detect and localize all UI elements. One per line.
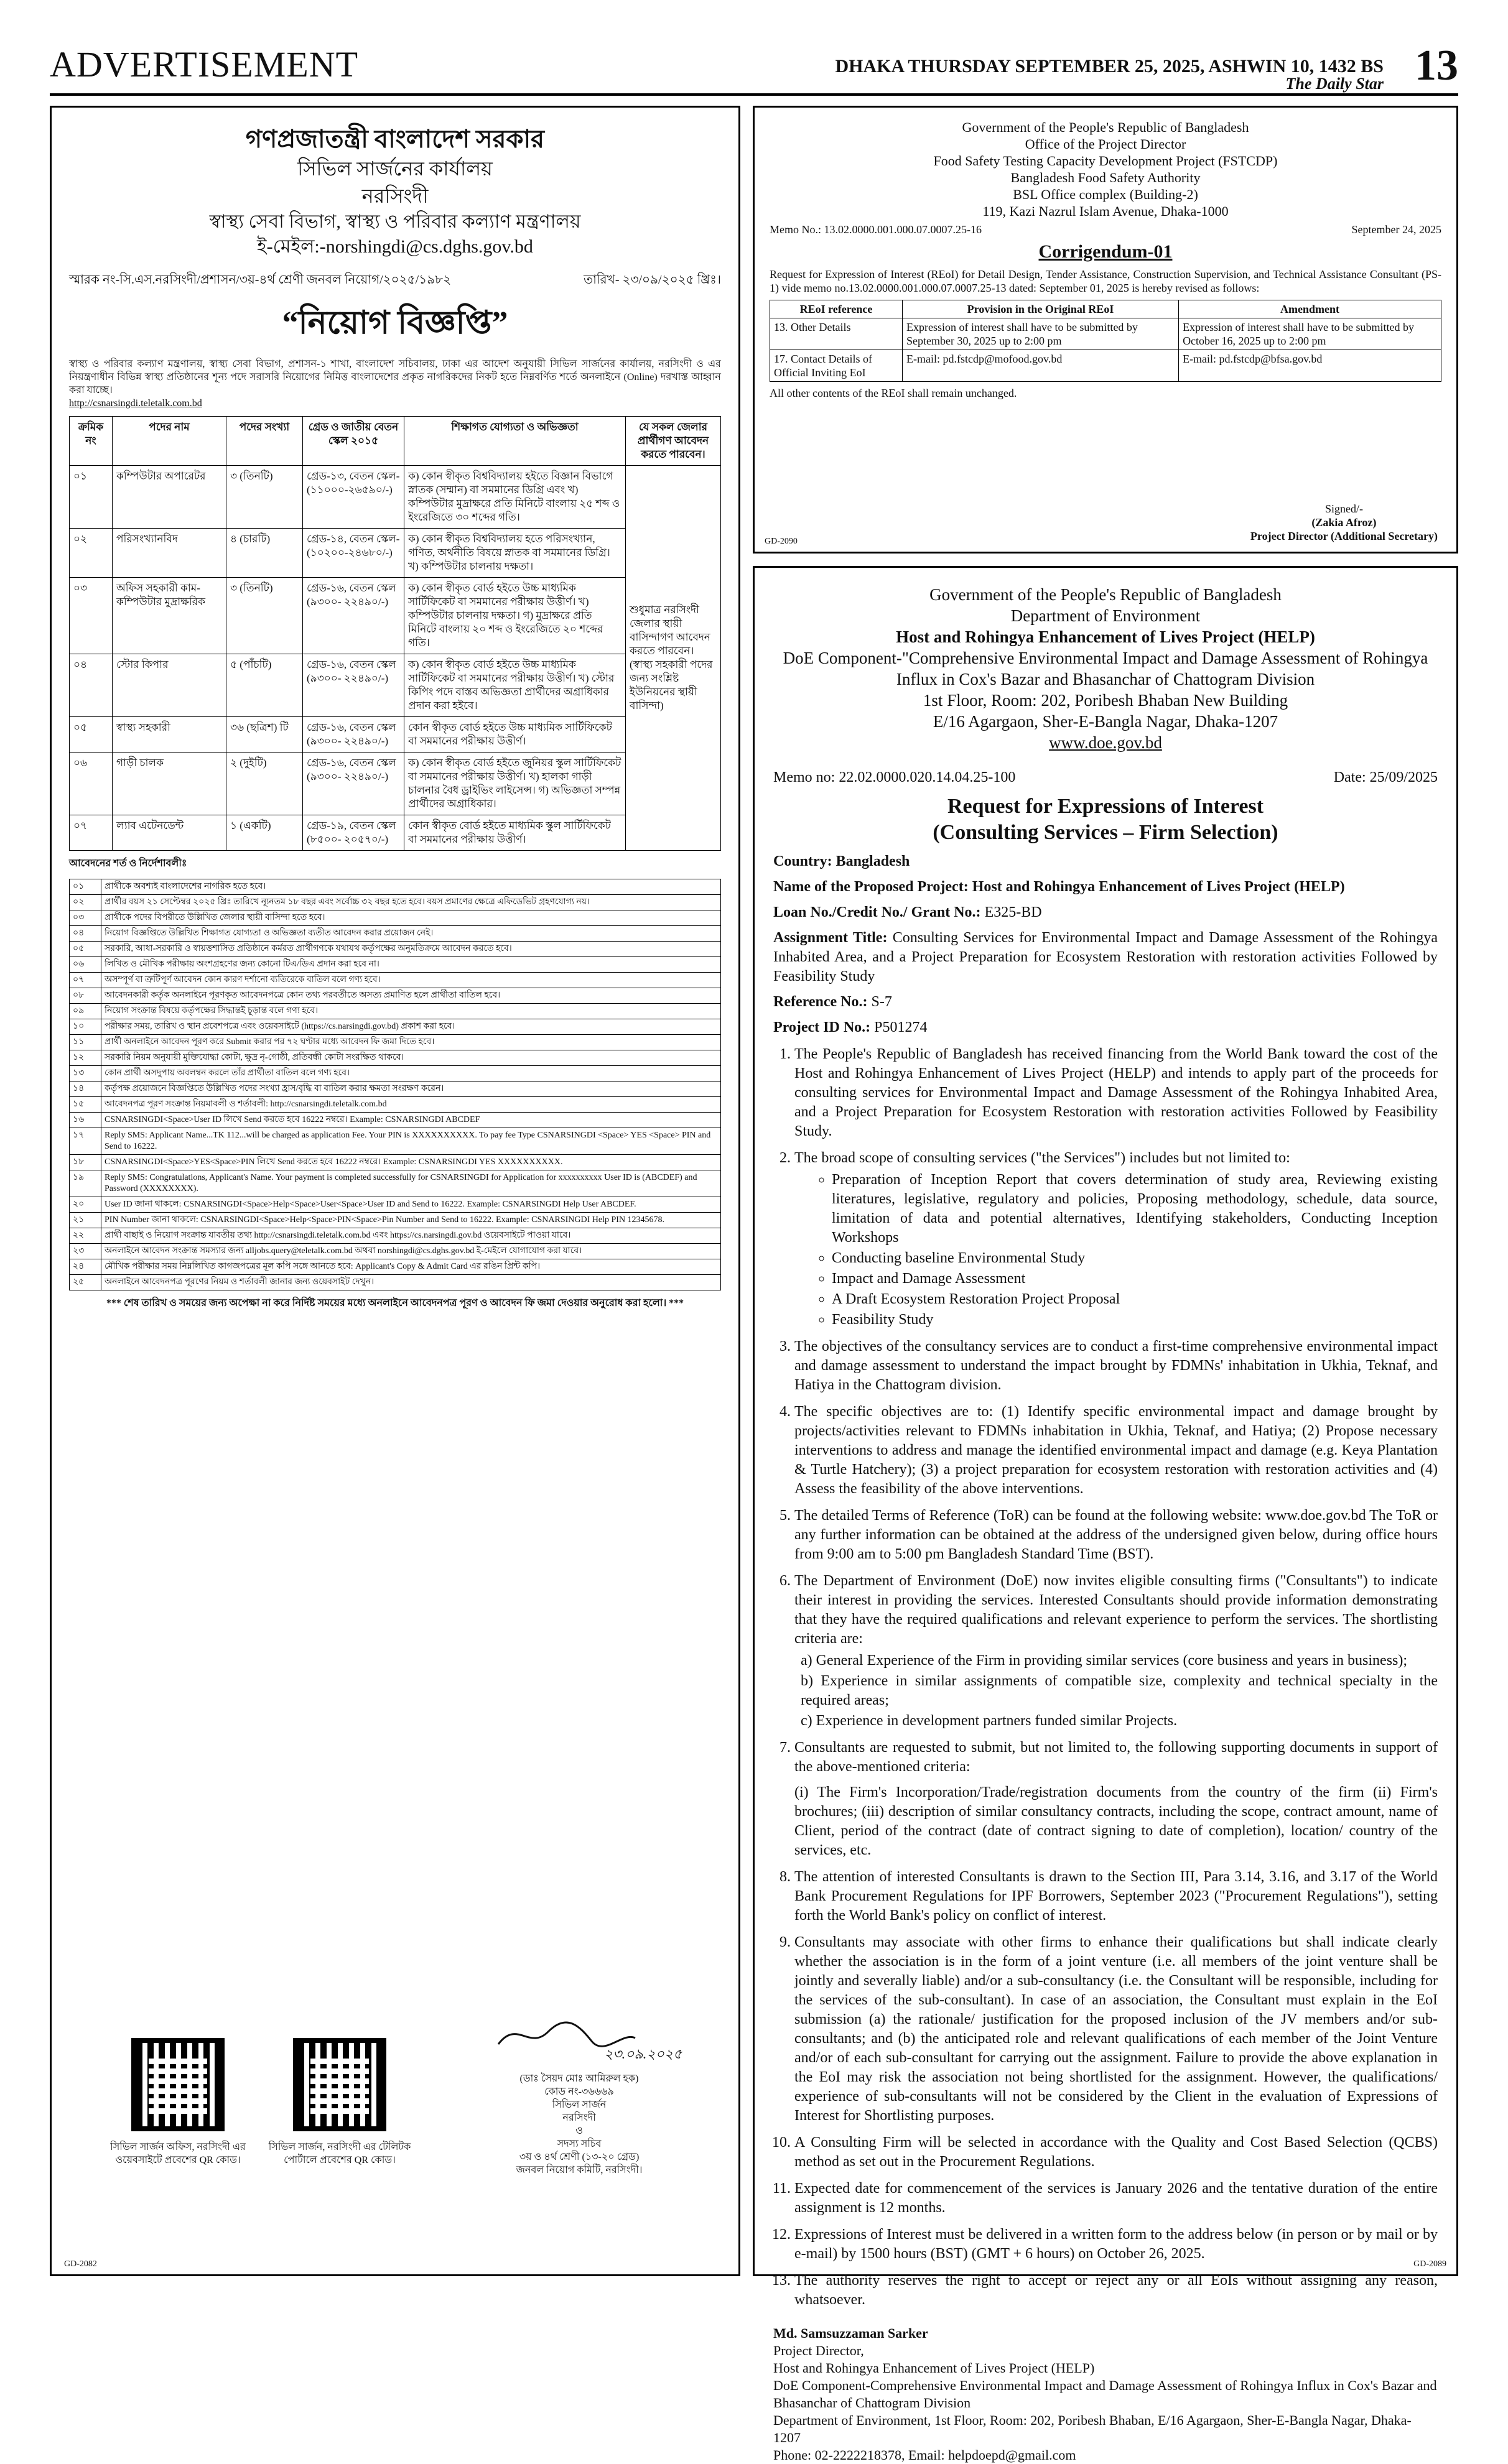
table-row bbox=[70, 973, 721, 988]
signatory-title: সিভিল সার্জন bbox=[552, 2100, 607, 2110]
job-count: ১ (একটি) bbox=[226, 815, 303, 851]
cond-text: কর্তৃপক্ষ প্রয়োজনে বিজ্ঞপ্তিতে উল্লিখিত পদের সংখ্যা হ্রাস/বৃদ্ধি বা বাতিল করার ক্ষমতা সংরক্ষণ করেন। bbox=[101, 1081, 721, 1097]
ad3-assign-value: Consulting Services for Environmental Impact and Damage Assessment of the Rohingya Inhabited Area, and a Project Preparation for Ecosystem Restoration with restoration activities Followed by Feasibility Study bbox=[773, 930, 1438, 984]
job-grade: গ্রেড-১৬, বেতন স্কেল (৯৩০০- ২২৪৯০/-) bbox=[303, 753, 404, 815]
ad3-country: Country: Bangladesh bbox=[773, 853, 910, 869]
signature-date: ২৩.০৯.২০২৫ bbox=[604, 2046, 682, 2062]
table-row bbox=[70, 466, 721, 529]
corrigendum-ad bbox=[753, 106, 1458, 553]
ad3-pid-label: Project ID No.: bbox=[773, 1019, 871, 1035]
reoi-item: 11. Expected date for commencement of the services is January 2026 and the tentative duration of the entire assignment is 12 months. bbox=[794, 2179, 1438, 2218]
cond-number: ১৯ bbox=[70, 1170, 101, 1197]
cond-text: সরকারি নিয়ম অনুযায়ী মুক্তিযোদ্ধা কোটা, ক্ষুদ্র নৃ-গোষ্ঠী, প্রতিবন্ধী কোটা সংরক্ষিত থাকবে। bbox=[101, 1050, 721, 1066]
signatory-role: সদস্য সচিব bbox=[557, 2139, 602, 2149]
job-name: পরিসংখ্যানবিদ bbox=[113, 529, 226, 578]
cond-number: ১৫ bbox=[70, 1097, 101, 1113]
table-row bbox=[70, 1035, 721, 1050]
ad2-l3: Food Safety Testing Capacity Development Project (FSTCDP) bbox=[933, 153, 1278, 169]
page-header bbox=[50, 37, 1458, 96]
job-serial: ০৪ bbox=[70, 654, 113, 717]
ad3-project: Name of the Proposed Project: Host and Rohingya Enhancement of Lives Project (HELP) bbox=[773, 879, 1345, 895]
job-name: স্টোর কিপার bbox=[113, 654, 226, 717]
ad3-website[interactable]: www.doe.gov.bd bbox=[1049, 733, 1162, 752]
reoi-item: 3. The objectives of the consultancy services are to conduct a first-time comprehensive environmental impact and damage assessment to understand the impact brought by FDMNs' inhabitation in Ukhia, Teknaf, and Hatiya in the Chattogram division. bbox=[794, 1337, 1438, 1395]
reoi-item: 8. The attention of interested Consultants is drawn to the Section III, Para 3.14, 3.16, and 3.17 of the World Bank Procurement Regulations for IPF Borrowers, September 2023 ("Procurement Regulations"), setting forth the World Bank's policy on conflict of interest. bbox=[794, 1868, 1438, 1925]
cond-number: ০৪ bbox=[70, 926, 101, 942]
ad1-intro: স্বাস্থ্য ও পরিবার কল্যাণ মন্ত্রণালয়, স্বাস্থ্য সেবা বিভাগ, প্রশাসন-১ শাখা, বাংলাদেশ সচিবালয়, ঢাকা এর আদেশ অনুযায়ী সিভিল সার্জনের কার্যালয়, নরসিংদী ও এর নিয়ন্ত্রণাধীন বিভিন্ন স্বাস্থ্য প্রতিষ্ঠানের শূন্য পদে সরাসরি নিয়োগের নিমিত্ত বাংলাদেশের প্রকৃত নাগরিকদের নিকট হতে নিম্নবর্ণিত শর্তে অনলাইনে (Online) দরখাস্ত আহ্বান করা যাচ্ছে। bbox=[69, 359, 721, 396]
page-number: 13 bbox=[1415, 42, 1458, 90]
ad3-signature bbox=[773, 2325, 1438, 2464]
ad3-s4: DoE Component-Comprehensive Environmental Impact and Damage Assessment of Rohingya Influx in Cox's Bazar and Bhasanchar of Chattogram Division bbox=[773, 2378, 1437, 2411]
cond-number: ২৫ bbox=[70, 1275, 101, 1290]
table-row bbox=[70, 1259, 721, 1275]
signatory-and: ও bbox=[575, 2126, 583, 2136]
reoi-item bbox=[794, 1572, 1438, 1731]
table-row bbox=[70, 910, 721, 926]
reoi-ad bbox=[753, 566, 1458, 2463]
cond-number: ০৬ bbox=[70, 957, 101, 973]
table-row bbox=[70, 988, 721, 1004]
ad1-code: GD-2082 bbox=[64, 2259, 97, 2269]
reoi-item-text: Consultants are requested to submit, but not limited to, the following supporting documents in support of the above-mentioned criteria: bbox=[794, 1739, 1438, 1775]
reoi-item bbox=[794, 1738, 1438, 1860]
ad2-date: September 24, 2025 bbox=[1351, 223, 1441, 236]
cond-number: ২০ bbox=[70, 1197, 101, 1213]
job-grade: গ্রেড-১৬, বেতন স্কেল (৯৩০০- ২২৪৯০/-) bbox=[303, 717, 404, 753]
reoi-item-text: The Department of Environment (DoE) now invites eligible consulting firms ("Consultants") to indicate their interest in providing the services. Interested Consultants should provide information demonstrating that they have the required qualifications and relevant experience to perform the services. The shortlisting criteria are: bbox=[794, 1573, 1438, 1647]
table-row bbox=[70, 1050, 721, 1066]
section-title: ADVERTISEMENT bbox=[50, 44, 359, 85]
ad3-pid-value: P501274 bbox=[870, 1019, 928, 1035]
ad2-signed: Signed/- bbox=[1324, 503, 1363, 515]
ad3-s3: Host and Rohingya Enhancement of Lives Project (HELP) bbox=[773, 2360, 1095, 2376]
cond-number: ১৪ bbox=[70, 1081, 101, 1097]
criteria-item: a) General Experience of the Firm in providing similar services (core business and years in business); bbox=[801, 1652, 1408, 1669]
job-grade: গ্রেড-১৪, বেতন স্কেল- (১০২০০-২৪৬৮০/-) bbox=[303, 529, 404, 578]
reoi-item: 10. A Consulting Firm will be selected in accordance with the Quality and Cost Based Selection (QCBS) method as set out in the Procurement Regulations. bbox=[794, 2133, 1438, 2172]
cond-number: ০২ bbox=[70, 895, 101, 910]
corr-cell: 17. Contact Details of Official Inviting EoI bbox=[770, 350, 903, 382]
table-row bbox=[70, 895, 721, 910]
reoi-item-docs: (i) The Firm's Incorporation/Trade/registration documents from the country of the firm (ii) Firm's brochures; (iii) description of similar consultancy contracts, including the scope, contract amount, name of Client, period of the contract (date of contract signing to date of completion), location/ country of the services, etc. bbox=[794, 1784, 1438, 1858]
cond-text: অসম্পূর্ণ বা ত্রুটিপূর্ণ আবেদন কোন কারণ দর্শানো ব্যতিরেকে বাতিল বলে গণ্য হবে। bbox=[101, 973, 721, 988]
ad3-ref-value: S-7 bbox=[867, 994, 892, 1010]
reoi-item: 9. Consultants may associate with other firms to enhance their qualifications but shall indicate clearly whether the association is in the form of a joint venture (i.e. all members of the joint venture shall be jointly and severally liable) and/or a sub-consultancy (i.e. the Consultant will be responsible, including for the services of the sub-consultant). In case of an association, the Consultant must explain in the EoI submission (a) the rationale/ justification for the proposed inclusion of the JV members and/or sub-consultants; and (b) the anticipated role and relevant qualifications of each member of the Joint Venture and/or of each sub-consultant for carrying out the assignment. Failure to provide the above explanation in the EoI may risk the association not being shortlisted for the assignment. However, the qualifications/ experience of sub-consultants will not be considered by the Client in the evaluation of Expressions of Interest for Shortlisting purposes. bbox=[794, 1933, 1438, 2126]
ad2-code: GD-2090 bbox=[765, 537, 798, 546]
scope-item: ◦ Impact and Damage Assessment bbox=[832, 1269, 1438, 1289]
job-edu: ক) কোন স্বীকৃত বোর্ড হইতে উচ্চ মাধ্যমিক সার্টিফিকেট বা সমমানের পরীক্ষায় উত্তীর্ণ। খ) স্টোর কিপিং পদে বাস্তব অভিজ্ঞতা প্রার্থীদের অগ্রাধিকার প্রদান করা হইবে। bbox=[404, 654, 626, 717]
job-edu: ক) কোন স্বীকৃত বিশ্ববিদ্যালয় হইতে বিজ্ঞান বিভাগে স্নাতক (সম্মান) বা সমমানের ডিগ্রি এবং খ) কম্পিউটার মুদ্রাক্ষরে প্রতি মিনিটে বাংলায় ২৫ শব্দ ও ইংরেজিতে ৩০ শব্দের গতি। bbox=[404, 466, 626, 529]
job-count: ২ (দুইটি) bbox=[226, 753, 303, 815]
job-serial: ০৩ bbox=[70, 578, 113, 654]
reoi-item: 1. The People's Republic of Bangladesh has received financing from the World Bank toward the cost of the Host and Rohingya Enhancement of Lives Project (HELP) and intends to apply part of the proceeds for consulting services for Environmental Impact and Damage Assessment of the Rohingya Inhabited Area, and a Project Preparation for Ecosystem Restoration with restoration activities Followed by Feasibility Study. bbox=[794, 1045, 1438, 1141]
cond-text: আবেদনপত্র পূরণ সংক্রান্ত নিয়মাবলী ও শর্তাবলী: http://csnarsingdi.teletalk.com.bd bbox=[101, 1097, 721, 1113]
corrigendum-table bbox=[770, 300, 1441, 382]
ad3-date: Date: 25/09/2025 bbox=[1333, 769, 1438, 785]
cond-text: অনলাইনে আবেদন সংক্রান্ত সমস্যার জন্য alljobs.query@teletalk.com.bd অথবা norshingdi@cs.dghs.gov.bd ই-মেইলে যোগাযোগ করা যাবে। bbox=[101, 1244, 721, 1259]
ad3-h3: Host and Rohingya Enhancement of Lives Project (HELP) bbox=[896, 628, 1315, 646]
table-row bbox=[70, 1113, 721, 1128]
job-edu: ক) কোন স্বীকৃত বোর্ড হইতে উচ্চ মাধ্যমিক সার্টিফিকেট বা সমমানের পরীক্ষায় উত্তীর্ণ। খ) কম্পিউটার চালনায় দক্ষতা। গ) মুদ্রাক্ষরে প্রতি মিনিটে বাংলায় ২০ শব্দ ও ইংরেজিতে ২০ শব্দের গতি। bbox=[404, 578, 626, 654]
ad1-memo: স্মারক নং-সি.এস.নরসিংদী/প্রশাসন/৩য়-৪র্থ শ্রেণী জনবল নিয়োগ/২০২৫/১৯৮২ bbox=[69, 273, 452, 287]
cond-text: কোন প্রার্থী অসদুপায় অবলম্বন করলে তাঁর প্রার্থীতা বাতিল বলে গণ্য হবে। bbox=[101, 1066, 721, 1081]
cond-number: ০৭ bbox=[70, 973, 101, 988]
ad3-h6: E/16 Agargaon, Sher-E-Bangla Nagar, Dhaka-1207 bbox=[933, 712, 1278, 731]
job-serial: ০২ bbox=[70, 529, 113, 578]
ad2-l6: 119, Kazi Nazrul Islam Avenue, Dhaka-1000 bbox=[982, 203, 1229, 219]
cond-number: ০৮ bbox=[70, 988, 101, 1004]
criteria-list bbox=[794, 1651, 1438, 1731]
cond-text: লিখিত ও মৌখিক পরীক্ষায় অংশগ্রহণের জন্য কোনো টিএ/ডিএ প্রদান করা হবে না। bbox=[101, 957, 721, 973]
col-district: যে সকল জেলার প্রার্থীগণ আবেদন করতে পারবেন। bbox=[626, 417, 721, 466]
table-row bbox=[70, 926, 721, 942]
job-serial: ০৭ bbox=[70, 815, 113, 851]
ad1-line1: গণপ্রজাতন্ত্রী বাংলাদেশ সরকার bbox=[245, 125, 545, 153]
cond-number: ১১ bbox=[70, 1035, 101, 1050]
ad2-signature bbox=[1250, 502, 1438, 543]
col-grade: গ্রেড ও জাতীয় বেতন স্কেল ২০১৫ bbox=[303, 417, 404, 466]
ad3-ref-row bbox=[773, 769, 1438, 786]
table-row bbox=[70, 1213, 721, 1228]
job-count: ৪ (চারটি) bbox=[226, 529, 303, 578]
qr1-caption: সিভিল সার্জন অফিস, নরসিংদী এর ওয়েবসাইটে প্রবেশের QR কোড। bbox=[110, 2142, 246, 2165]
job-count: ৩ (তিনটি) bbox=[226, 466, 303, 529]
reoi-item bbox=[794, 1149, 1438, 1330]
table-row bbox=[70, 1128, 721, 1155]
table-row bbox=[70, 753, 721, 815]
ad3-pid-row bbox=[773, 1018, 1438, 1037]
cond-text: প্রার্থী অনলাইনে আবেদন পূরণ করে Submit করার পর ৭২ ঘণ্টার মধ্যে আবেদন ফি জমা দিতে হবে। bbox=[101, 1035, 721, 1050]
ad2-l1: Government of the People's Republic of Bangladesh bbox=[962, 119, 1249, 135]
conds-title: আবেদনের শর্ত ও নির্দেশাবলীঃ bbox=[69, 858, 187, 869]
cond-number: ০১ bbox=[70, 879, 101, 895]
job-serial: ০১ bbox=[70, 466, 113, 529]
ad2-title: Corrigendum-01 bbox=[1038, 241, 1173, 262]
cond-text: আবেদনকারী কর্তৃক অনলাইনে পূরণকৃত আবেদনপত্রে কোন তথ্য পরবর্তীতে অসত্য প্রমাণিত হলে প্রার্থীতা বাতিল হবে। bbox=[101, 988, 721, 1004]
col-edu: শিক্ষাগত যোগ্যতা ও অভিজ্ঞতা bbox=[404, 417, 626, 466]
criteria-item: b) Experience in similar assignments of compatible size, complexity and technical specialty in the required areas; bbox=[801, 1673, 1438, 1708]
ad1-line3: নরসিংদী bbox=[361, 185, 429, 207]
reoi-item: 13. The authority reserves the right to accept or reject any or all EoIs without assigning any reason, whatsoever. bbox=[794, 2271, 1438, 2310]
scope-item: ◦ A Draft Ecosystem Restoration Project Proposal bbox=[832, 1290, 1438, 1309]
ad3-ref-label: Reference No.: bbox=[773, 994, 868, 1010]
cond-number: ০৩ bbox=[70, 910, 101, 926]
job-grade: গ্রেড-১৬, বেতন স্কেল (৯৩০০- ২২৪৯০/-) bbox=[303, 578, 404, 654]
ad3-code: GD-2089 bbox=[1413, 2259, 1446, 2269]
reoi-item: 5. The detailed Terms of Reference (ToR) can be found at the following website: www.doe.gov.bd The ToR or any further information can be obtained at the address of the undersigned given below, during office hours from 9:00 am to 5:00 pm Bangladesh Standard Time (BST). bbox=[794, 1506, 1438, 1564]
table-row bbox=[70, 942, 721, 957]
cond-number: ১২ bbox=[70, 1050, 101, 1066]
table-row bbox=[70, 1081, 721, 1097]
ad3-s1: Md. Samsuzzaman Sarker bbox=[773, 2325, 928, 2341]
job-districts: শুধুমাত্র নরসিংদী জেলার স্থায়ী বাসিন্দাগণ আবেদন করতে পারবেন। (স্বাস্থ্য সহকারী পদের জন্য সংশ্লিষ্ট ইউনিয়নের স্থায়ী বাসিন্দা) bbox=[626, 466, 721, 851]
ad3-h1: Government of the People's Republic of Bangladesh bbox=[929, 585, 1282, 604]
cond-text: মৌখিক পরীক্ষার সময় নিম্নলিখিত কাগজপত্রের মূল কপি সঙ্গে আনতে হবে: Applicant's Copy & Admit Card এর রঙিন প্রিন্ট কপি। bbox=[101, 1259, 721, 1275]
corr-cell: 13. Other Details bbox=[770, 318, 903, 350]
table-row bbox=[70, 1197, 721, 1213]
cond-number: ২৪ bbox=[70, 1259, 101, 1275]
table-row bbox=[70, 957, 721, 973]
recruitment-ad bbox=[50, 106, 740, 2276]
cond-text: অনলাইনে আবেদনপত্র পূরণের নিয়ম ও শর্তাবলী জানার জন্য ওয়েবসাইট দেখুন। bbox=[101, 1275, 721, 1290]
ad3-assign-label: Assignment Title: bbox=[773, 930, 888, 946]
ad3-s6: Phone: 02-2222218378, Email: helpdoepd@gmail.com bbox=[773, 2447, 1076, 2463]
cond-text: প্রার্থীকে পদের বিপরীতে উল্লিখিত জেলার স্থায়ী বাসিন্দা হতে হবে। bbox=[101, 910, 721, 926]
corr-col-amend: Amendment bbox=[1179, 300, 1441, 318]
table-row bbox=[70, 879, 721, 895]
ad3-loan-row bbox=[773, 903, 1438, 922]
table-row bbox=[770, 318, 1441, 350]
cond-text: Reply SMS: Applicant Name...TK 112...will be charged as application Fee. Your PIN is XXXXXXXXXX. To pay fee Type CSNARSINGDI <Space> YES <Space> PIN and Send to 16222. bbox=[101, 1128, 721, 1155]
job-count: ৩৬ (ছত্রিশ) টি bbox=[226, 717, 303, 753]
ad3-memo: Memo no: 22.02.0000.020.14.04.25-100 bbox=[773, 769, 1016, 785]
table-row bbox=[70, 1155, 721, 1170]
col-post: পদের নাম bbox=[113, 417, 226, 466]
ad1-title: “নিয়োগ বিজ্ঞপ্তি” bbox=[282, 305, 508, 341]
cond-text: PIN Number জানা থাকলে: CSNARSINGDI<Space>Help<Space>PIN<Space>Pin Number and Send to 16222. Example: CSNARSINGDI Help PIN 12345678. bbox=[101, 1213, 721, 1228]
table-row bbox=[70, 1066, 721, 1081]
cond-number: ২২ bbox=[70, 1228, 101, 1244]
ad2-foot: All other contents of the REoI shall remain unchanged. bbox=[770, 387, 1017, 399]
signatory-role2: ৩য় ও ৪র্থ শ্রেণী (১৩-২০ গ্রেড) bbox=[519, 2152, 640, 2162]
table-row bbox=[70, 1097, 721, 1113]
cond-text: CSNARSINGDI<Space>YES<Space>PIN লিখে Send করতে হবে 16222 নম্বরে। Example: CSNARSINGDI YES XXXXXXXXXX. bbox=[101, 1155, 721, 1170]
reoi-item: 4. The specific objectives are to: (1) Identify specific environmental impact and damage brought by projects/activities relevant to FDMNs inhabitation in Ukhia, Teknaf, and Hatiya; (2) Propose necessary interventions to address and manage the identified environmental impact and damage (e.g. Keya Plantation & Turtle Hatchery); (3) a project preparation for ecosystem restoration with restoration activities and (4) Assess the feasibility of the above interventions. bbox=[794, 1402, 1438, 1499]
cond-text: প্রার্থী বাছাই ও নিয়োগ সংক্রান্ত যাবতীয় তথ্য http://csnarsingdi.teletalk.com.bd এবং https://cs.narsingdi.gov.bd ওয়েবসাইটে পাওয়া যাবে। bbox=[101, 1228, 721, 1244]
ad2-body: Request for Expression of Interest (REoI) for Detail Design, Tender Assistance, Construction Supervision, and Technical Assistance Consultant (PS-1) vide memo no.13.02.0000.001.000.07.0007.25-13 dated: September 01, 2025 is hereby revised as follows: bbox=[770, 268, 1441, 294]
ad1-date: তারিখ- ২৩/০৯/২০২৫ খ্রিঃ। bbox=[584, 273, 721, 287]
table-row bbox=[70, 654, 721, 717]
signatory-name: (ডাঃ সৈয়দ মোঃ আমিরুল হক) bbox=[519, 2073, 639, 2084]
ad3-ref-no-row bbox=[773, 993, 1438, 1012]
ad1-closing: *** শেষ তারিখ ও সময়ের জন্য অপেক্ষা না করে নির্দিষ্ট সময়ের মধ্যে অনলাইনে আবেদনপত্র পূরণ ও আবেদন ফি জমা দেওয়ার অনুরোধ করা হলো। *** bbox=[106, 1298, 684, 1308]
job-name: ল্যাব এটেনডেন্ট bbox=[113, 815, 226, 851]
table-row bbox=[70, 578, 721, 654]
table-row bbox=[70, 1244, 721, 1259]
cond-number: ০৫ bbox=[70, 942, 101, 957]
cond-text: পরীক্ষার সময়, তারিখ ও স্থান প্রবেশপত্রে এবং ওয়েবসাইটে (https://cs.narsingdi.gov.bd) প্রকাশ করা হবে। bbox=[101, 1019, 721, 1035]
job-name: অফিস সহকারী কাম- কম্পিউটার মুদ্রাক্ষরিক bbox=[113, 578, 226, 654]
job-edu: ক) কোন স্বীকৃত বোর্ড হইতে জুনিয়র স্কুল সার্টিফিকেট বা সমমানের পরীক্ষায় উত্তীর্ণ। খ) হালকা গাড়ী চালনার বৈধ ড্রাইভিং লাইসেন্স। গ) অভিজ্ঞতা সম্পন্ন প্রার্থীদের অগ্রাধিকার। bbox=[404, 753, 626, 815]
ad1-line5: ই-মেইল:-norshingdi@cs.dghs.gov.bd bbox=[257, 236, 533, 257]
ad3-assign-row bbox=[773, 929, 1438, 986]
job-name: গাড়ী চালক bbox=[113, 753, 226, 815]
cond-number: ০৯ bbox=[70, 1004, 101, 1019]
jobs-table bbox=[69, 416, 721, 851]
corr-col-ref: REoI reference bbox=[770, 300, 903, 318]
signatory-id: কোড নং-৩৬৬৬৯ bbox=[544, 2087, 614, 2097]
ad2-ref-row bbox=[770, 223, 1441, 236]
table-row bbox=[70, 1275, 721, 1290]
ad3-h2: Department of Environment bbox=[1010, 606, 1201, 625]
table-row bbox=[70, 717, 721, 753]
scope-item: ◦ Feasibility Study bbox=[832, 1310, 1438, 1330]
col-serial: ক্রমিক নং bbox=[70, 417, 113, 466]
table-row bbox=[770, 350, 1441, 382]
ad3-title1: Request for Expressions of Interest bbox=[947, 795, 1264, 818]
job-serial: ০৬ bbox=[70, 753, 113, 815]
ad2-role: Project Director (Additional Secretary) bbox=[1250, 530, 1438, 542]
table-row bbox=[70, 1004, 721, 1019]
conditions-table bbox=[69, 879, 721, 1290]
table-row bbox=[70, 815, 721, 851]
ad3-loan-value: E325-BD bbox=[980, 904, 1042, 920]
corr-header-row bbox=[770, 300, 1441, 318]
signatory-block bbox=[467, 2072, 691, 2177]
cond-number: ১৬ bbox=[70, 1113, 101, 1128]
cond-number: ২১ bbox=[70, 1213, 101, 1228]
cond-text: User ID জানা থাকলে: CSNARSINGDI<Space>Help<Space>User<Space>User ID and Send to 16222. Example: CSNARSINGDI Help User ABCDEF. bbox=[101, 1197, 721, 1213]
corr-cell: Expression of interest shall have to be submitted by September 30, 2025 up to 2:00 pm bbox=[903, 318, 1179, 350]
col-count: পদের সংখ্যা bbox=[226, 417, 303, 466]
job-edu: ক) কোন স্বীকৃত বিশ্ববিদ্যালয় হতে পরিসংখ্যান, গণিত, অর্থনীতি বিষয়ে স্নাতক বা সমমানের ডিগ্রি। খ) কম্পিউটার চালনায় দক্ষতা। bbox=[404, 529, 626, 578]
ad2-l5: BSL Office complex (Building-2) bbox=[1013, 187, 1198, 202]
signatory-role3: জনবল নিয়োগ কমিটি, নরসিংদী। bbox=[516, 2165, 643, 2175]
table-row bbox=[70, 529, 721, 578]
cond-text: নিয়োগ সংক্রান্ত বিষয়ে কর্তৃপক্ষের সিদ্ধান্তই চূড়ান্ত বলে গণ্য হবে। bbox=[101, 1004, 721, 1019]
cond-number: ১০ bbox=[70, 1019, 101, 1035]
table-row bbox=[70, 1228, 721, 1244]
cond-number: ২৩ bbox=[70, 1244, 101, 1259]
qr-code-teletalk[interactable] bbox=[293, 2038, 386, 2131]
job-edu: কোন স্বীকৃত বোর্ড হইতে উচ্চ মাধ্যমিক সার্টিফিকেট বা সমমানের পরীক্ষায় উত্তীর্ণ। bbox=[404, 717, 626, 753]
job-count: ৫ (পাঁচটি) bbox=[226, 654, 303, 717]
ad3-loan-label: Loan No./Credit No./ Grant No.: bbox=[773, 904, 981, 920]
table-row bbox=[70, 1019, 721, 1035]
ad3-h4: DoE Component-"Comprehensive Environmental Impact and Damage Assessment of Rohingya Influx in Cox's Bazar and Bhasanchar of Chattogram Division bbox=[783, 649, 1428, 688]
job-grade: গ্রেড-১৬, বেতন স্কেল (৯৩০০- ২২৪৯০/-) bbox=[303, 654, 404, 717]
ad1-line2: সিভিল সার্জনের কার্যালয় bbox=[297, 157, 493, 180]
scope-item: ◦ Preparation of Inception Report that covers determination of study area, Reviewing existing literatures, legislative, regulatory and policies, Proposing methodology, schedule, data source, limitation of data and potential alternatives, Identifying stakeholders, Conducting Inception Workshops bbox=[832, 1170, 1438, 1248]
ad2-l4: Bangladesh Food Safety Authority bbox=[1010, 170, 1201, 185]
cond-text: Reply SMS: Congratulations, Applicant's Name. Your payment is completed successfully for CSNARSINGDI for Application for xxxxxxxxxx User ID is (ABCDEF) and Password (XXXXXXXX). bbox=[101, 1170, 721, 1197]
table-row bbox=[70, 1170, 721, 1197]
corr-cell: Expression of interest shall have to be submitted by October 16, 2025 up to 2:00 pm bbox=[1179, 318, 1441, 350]
ad1-link[interactable]: http://csnarsingdi.teletalk.com.bd bbox=[69, 398, 202, 409]
corr-cell: E-mail: pd.fstcdp@mofood.gov.bd bbox=[903, 350, 1179, 382]
job-name: কম্পিউটার অপারেটর bbox=[113, 466, 226, 529]
signature-area bbox=[69, 2013, 721, 2249]
corr-col-orig: Provision in the Original REoI bbox=[903, 300, 1179, 318]
reoi-item: 12. Expressions of Interest must be delivered in a written form to the address below (in person or by mail or by e-mail) by 1500 hours (BST) (GMT + 6 hours) on October 26, 2025. bbox=[794, 2225, 1438, 2264]
ad3-h5: 1st Floor, Room: 202, Poribesh Bhaban New Building bbox=[923, 691, 1288, 710]
cond-number: ১৮ bbox=[70, 1155, 101, 1170]
ad1-ref-row bbox=[69, 271, 721, 291]
ad3-title2: (Consulting Services – Firm Selection) bbox=[933, 821, 1278, 844]
cond-text: প্রার্থীর বয়স ২১ সেপ্টেম্বর ২০২৫ খ্রিঃ তারিখে ন্যূনতম ১৮ বছর এবং সর্বোচ্চ ৩২ বছর হতে হবে। বয়স প্রমাণের ক্ষেত্রে এফিডেভিট গ্রহণযোগ্য নয়। bbox=[101, 895, 721, 910]
job-edu: কোন স্বীকৃত বোর্ড হইতে মাধ্যমিক স্কুল সার্টিফিকেট বা সমমানের পরীক্ষায় উত্তীর্ণ। bbox=[404, 815, 626, 851]
reoi-list bbox=[773, 1045, 1438, 2310]
qr-code-website[interactable] bbox=[131, 2038, 225, 2131]
scope-list bbox=[794, 1170, 1438, 1330]
signatory-place: নরসিংদী bbox=[562, 2113, 596, 2123]
job-grade: গ্রেড-১৯, বেতন স্কেল (৮৫০০- ২০৫৭০/-) bbox=[303, 815, 404, 851]
dateline: DHAKA THURSDAY SEPTEMBER 25, 2025, ASHWIN 10, 1432 BS bbox=[835, 56, 1384, 76]
ad3-s5: Department of Environment, 1st Floor, Room: 202, Poribesh Bhaban, E/16 Agargaon, Sher-E-Bangla Nagar, Dhaka-1207 bbox=[773, 2412, 1412, 2445]
scope-item: ◦ Conducting baseline Environmental Study bbox=[832, 1249, 1438, 1268]
corr-cell: E-mail: pd.fstcdp@bfsa.gov.bd bbox=[1179, 350, 1441, 382]
cond-text: সরকারি, আধা-সরকারি ও স্বায়ত্তশাসিত প্রতিষ্ঠানে কর্মরত প্রার্থীগণকে যথাযথ কর্তৃপক্ষের অনুমতিক্রমে আবেদন করতে হবে। bbox=[101, 942, 721, 957]
paper-name: The Daily Star bbox=[1285, 75, 1384, 93]
ad2-memo: Memo No.: 13.02.0000.001.000.07.0007.25-16 bbox=[770, 223, 982, 236]
cond-number: ১৭ bbox=[70, 1128, 101, 1155]
job-serial: ০৫ bbox=[70, 717, 113, 753]
ad2-name: (Zakia Afroz) bbox=[1311, 516, 1377, 529]
job-name: স্বাস্থ্য সহকারী bbox=[113, 717, 226, 753]
job-count: ৩ (তিনটি) bbox=[226, 578, 303, 654]
reoi-item-text: The broad scope of consulting services ("the Services") includes but not limited to: bbox=[794, 1150, 1290, 1166]
cond-text: CSNARSINGDI<Space>User ID লিখে Send করতে হবে 16222 নম্বরে। Example: CSNARSINGDI ABCDEF bbox=[101, 1113, 721, 1128]
cond-text: নিয়োগ বিজ্ঞপ্তিতে উল্লিখিত শিক্ষাগত যোগ্যতা ও অভিজ্ঞতা ব্যতীত আবেদন করার প্রয়োজন নেই। bbox=[101, 926, 721, 942]
criteria-item: c) Experience in development partners funded similar Projects. bbox=[801, 1713, 1178, 1729]
ad1-line4: স্বাস্থ্য সেবা বিভাগ, স্বাস্থ্য ও পরিবার কল্যাণ মন্ত্রণালয় bbox=[209, 211, 581, 232]
job-grade: গ্রেড-১৩, বেতন স্কেল- (১১০০০-২৬৫৯০/-) bbox=[303, 466, 404, 529]
ad2-l2: Office of the Project Director bbox=[1025, 136, 1186, 152]
cond-text: প্রার্থীকে অবশ্যই বাংলাদেশের নাগরিক হতে হবে। bbox=[101, 879, 721, 895]
qr2-caption: সিভিল সার্জন, নরসিংদী এর টেলিটক পোর্টালে প্রবেশের QR কোড। bbox=[268, 2142, 411, 2165]
jobs-header-row bbox=[70, 417, 721, 466]
cond-number: ১৩ bbox=[70, 1066, 101, 1081]
ad3-s2: Project Director, bbox=[773, 2343, 864, 2358]
